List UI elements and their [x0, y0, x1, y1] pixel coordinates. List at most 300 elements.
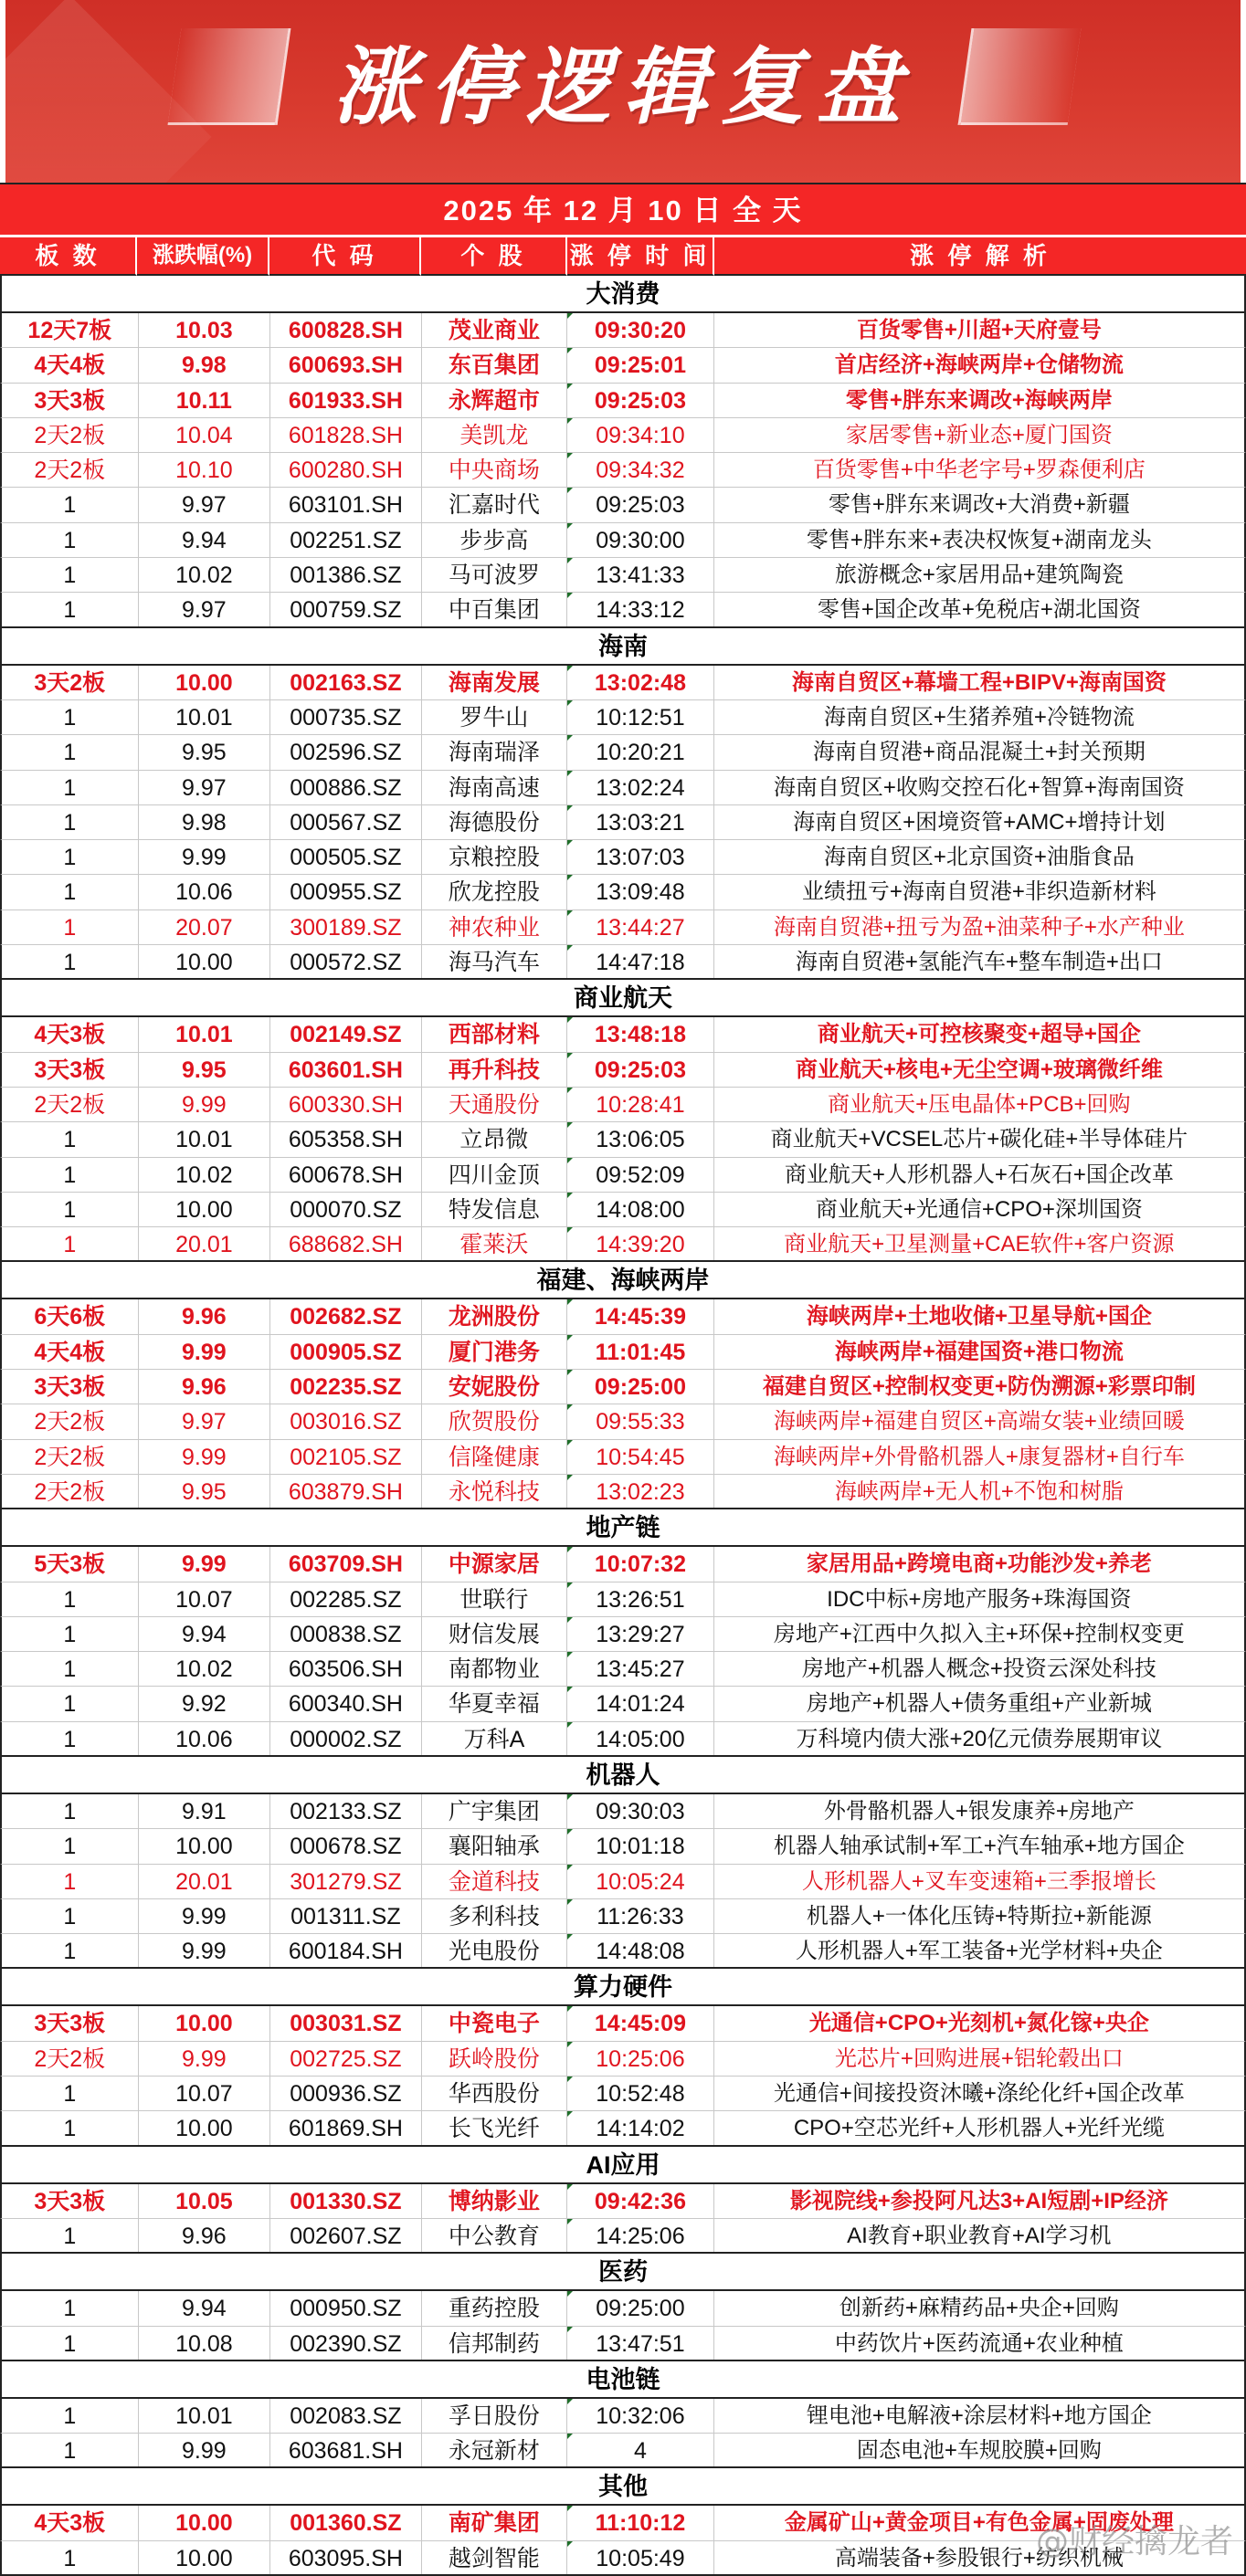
cell-analysis: CPO+空芯光纤+人形机器人+光纤光缆: [793, 2116, 1165, 2141]
cell-stock-name: 世联行: [422, 1582, 568, 1616]
cell-limit-time: 13:02:24: [567, 771, 714, 804]
cell-limit-time: 14:14:02: [567, 2111, 714, 2144]
section-header: 其他: [0, 2468, 1246, 2506]
cell-code: 002133.SZ: [270, 1794, 422, 1828]
table-row: [0, 1158, 1246, 1193]
cell-change-pct: 9.98: [139, 805, 271, 839]
cell-boards: 1: [2, 2291, 139, 2325]
table-row: [0, 453, 1246, 488]
cell-limit-time: 13:26:51: [567, 1582, 714, 1616]
cell-change-pct: 10.01: [139, 1122, 271, 1156]
cell-analysis: 零售+胖东来+表决权恢复+湖南龙头: [806, 527, 1152, 552]
cell-limit-time: 09:30:03: [567, 1794, 714, 1828]
cell-stock-name: 博纳影业: [422, 2184, 568, 2218]
cell-boards: 1: [2, 558, 139, 592]
cell-stock-name: 重药控股: [422, 2291, 568, 2325]
table-row: [0, 1193, 1246, 1227]
cell-boards: 3天3板: [2, 2006, 139, 2040]
cell-change-pct: 10.01: [139, 700, 271, 734]
cell-limit-time: 14:08:00: [567, 1193, 714, 1226]
cell-limit-time: 09:30:20: [567, 313, 714, 347]
cell-boards: 1: [2, 700, 139, 734]
cell-limit-time: 09:25:00: [567, 1370, 714, 1404]
cell-stock-name: 跃岭股份: [422, 2042, 568, 2076]
cell-boards: 2天2板: [2, 1404, 139, 1438]
cell-boards: 1: [2, 1122, 139, 1156]
cell-change-pct: 10.02: [139, 558, 271, 592]
cell-analysis: 海南自贸区+北京国资+油脂食品: [823, 845, 1135, 870]
cell-stock-name: 天通股份: [422, 1088, 568, 1121]
cell-change-pct: 10.00: [139, 1829, 271, 1863]
cell-code: 600340.SH: [270, 1687, 422, 1720]
col-header-change-pct: 涨跌幅(%): [137, 237, 269, 276]
table-row: [0, 666, 1246, 700]
table-row: [0, 700, 1246, 735]
cell-analysis: 家居用品+跨境电商+功能沙发+养老: [806, 1551, 1152, 1577]
cell-limit-time: 14:45:09: [567, 2006, 714, 2040]
cell-limit-time: 10:28:41: [567, 1088, 714, 1121]
cell-change-pct: 9.97: [139, 1404, 271, 1438]
cell-limit-time: 09:30:00: [567, 523, 714, 557]
cell-stock-name: 多利科技: [422, 1899, 568, 1933]
cell-code: 002682.SZ: [270, 1299, 422, 1333]
cell-analysis: 商业航天+VCSEL芯片+碳化硅+半导体硅片: [770, 1127, 1188, 1152]
cell-boards: 2天2板: [2, 1088, 139, 1121]
table-row: [0, 771, 1246, 805]
cell-code: 000002.SZ: [270, 1722, 422, 1755]
cell-stock-name: 罗牛山: [422, 700, 568, 734]
cell-stock-name: 海马汽车: [422, 945, 568, 978]
cell-code: 603506.SH: [270, 1652, 422, 1686]
cell-change-pct: 10.00: [139, 666, 271, 699]
cell-limit-time: 13:09:48: [567, 875, 714, 909]
cell-code: 002285.SZ: [270, 1582, 422, 1616]
table-row: [0, 558, 1246, 593]
cell-limit-time: 14:45:39: [567, 1299, 714, 1333]
table-row: [0, 1582, 1246, 1617]
cell-change-pct: 10.00: [139, 2111, 271, 2144]
cell-analysis: 房地产+机器人+债务重组+产业新城: [806, 1691, 1152, 1717]
cell-stock-name: 龙洲股份: [422, 1299, 568, 1333]
col-header-limit-time: 涨 停 时 间: [567, 237, 714, 276]
cell-analysis: 福建自贸区+控制权变更+防伪溯源+彩票印制: [762, 1374, 1196, 1400]
table-row: [0, 313, 1246, 348]
cell-stock-name: 华西股份: [422, 2077, 568, 2110]
cell-stock-name: 信邦制药: [422, 2327, 568, 2360]
table-row: [0, 418, 1246, 453]
cell-stock-name: 海南发展: [422, 666, 568, 699]
table-row: [0, 1934, 1246, 1969]
cell-stock-name: 南矿集团: [422, 2506, 568, 2539]
cell-stock-name: 厦门港务: [422, 1335, 568, 1369]
cell-code: 600828.SH: [270, 313, 422, 347]
section-header: 福建、海峡两岸: [0, 1262, 1246, 1299]
cell-boards: 1: [2, 2541, 139, 2574]
cell-code: 000678.SZ: [270, 1829, 422, 1863]
cell-stock-name: 欣龙控股: [422, 875, 568, 909]
table-row: [0, 593, 1246, 627]
cell-code: 000759.SZ: [270, 593, 422, 626]
cell-analysis: 中药饮片+医药流通+农业种植: [834, 2330, 1124, 2356]
cell-change-pct: 10.00: [139, 1193, 271, 1226]
cell-boards: 2天2板: [2, 1475, 139, 1508]
cell-limit-time: 09:25:00: [567, 2291, 714, 2325]
cell-boards: 3天3板: [2, 2184, 139, 2218]
cell-code: 000567.SZ: [270, 805, 422, 839]
cell-change-pct: 9.96: [139, 1370, 271, 1404]
table-row: [0, 1475, 1246, 1509]
table-row: [0, 1617, 1246, 1652]
cell-code: 603681.SH: [270, 2434, 422, 2466]
cell-limit-time: 10:32:06: [567, 2399, 714, 2433]
cell-code: 000905.SZ: [270, 1335, 422, 1369]
cell-analysis: 人形机器人+叉车变速箱+三季报增长: [801, 1868, 1156, 1894]
section-header: 商业航天: [0, 980, 1246, 1017]
cell-analysis: 房地产+江西中久拟入主+环保+控制权变更: [773, 1621, 1185, 1646]
table-row: [0, 1899, 1246, 1934]
cell-change-pct: 9.94: [139, 1617, 271, 1651]
cell-change-pct: 10.06: [139, 1722, 271, 1755]
cell-stock-name: 永悦科技: [422, 1475, 568, 1508]
cell-limit-time: 11:10:12: [567, 2506, 714, 2539]
cell-code: 000936.SZ: [270, 2077, 422, 2110]
cell-boards: 1: [2, 593, 139, 626]
cell-code: 002725.SZ: [270, 2042, 422, 2076]
table-row: [0, 910, 1246, 945]
cell-code: 601869.SH: [270, 2111, 422, 2144]
table-row: [0, 1547, 1246, 1582]
table-row: [0, 1687, 1246, 1721]
table-row: [0, 523, 1246, 558]
cell-stock-name: 南都物业: [422, 1652, 568, 1686]
cell-limit-time: 13:44:27: [567, 910, 714, 944]
cell-boards: 1: [2, 805, 139, 839]
cell-code: 000838.SZ: [270, 1617, 422, 1651]
cell-change-pct: 9.96: [139, 1299, 271, 1333]
cell-change-pct: 10.04: [139, 418, 271, 452]
cell-boards: 1: [2, 1829, 139, 1863]
cell-stock-name: 万科A: [422, 1722, 568, 1755]
cell-code: 600184.SH: [270, 1934, 422, 1967]
table-row: [0, 1370, 1246, 1404]
cell-code: 600280.SH: [270, 453, 422, 487]
cell-boards: 1: [2, 2219, 139, 2252]
cell-stock-name: 马可波罗: [422, 558, 568, 592]
cell-change-pct: 10.01: [139, 2399, 271, 2433]
cell-limit-time: 13:47:51: [567, 2327, 714, 2360]
cell-change-pct: 10.06: [139, 875, 271, 909]
cell-limit-time: 09:52:09: [567, 1158, 714, 1192]
cell-change-pct: 9.99: [139, 1547, 271, 1581]
cell-change-pct: 20.07: [139, 910, 271, 944]
cell-stock-name: 东百集团: [422, 348, 568, 382]
cell-change-pct: 10.07: [139, 1582, 271, 1616]
table-row: [0, 1865, 1246, 1899]
cell-change-pct: 9.99: [139, 840, 271, 874]
cell-change-pct: 9.99: [139, 1335, 271, 1369]
cell-stock-name: 海南高速: [422, 771, 568, 804]
cell-limit-time: 09:34:10: [567, 418, 714, 452]
cell-limit-time: 09:34:32: [567, 453, 714, 487]
table-row: [0, 2434, 1246, 2468]
cell-analysis: 海南自贸区+困境资管+AMC+增持计划: [793, 809, 1166, 835]
cell-change-pct: 9.97: [139, 488, 271, 521]
cell-analysis: 金属矿山+黄金项目+有色金属+固废处理: [784, 2510, 1174, 2536]
cell-analysis: IDC中标+房地产服务+珠海国资: [827, 1586, 1132, 1612]
cell-stock-name: 海南瑞泽: [422, 735, 568, 769]
cell-boards: 1: [2, 1934, 139, 1967]
cell-change-pct: 9.99: [139, 2042, 271, 2076]
cell-limit-time: 13:02:48: [567, 666, 714, 699]
cell-stock-name: 光电股份: [422, 1934, 568, 1967]
cell-change-pct: 10.01: [139, 1017, 271, 1051]
table-row: [0, 2219, 1246, 2254]
cell-code: 001330.SZ: [270, 2184, 422, 2218]
cell-boards: 12天7板: [2, 313, 139, 347]
cell-code: 601828.SH: [270, 418, 422, 452]
col-header-stock: 个 股: [421, 237, 567, 276]
cell-analysis: 海峡两岸+福建自贸区+高端女装+业绩回暖: [773, 1409, 1185, 1435]
cell-boards: 3天3板: [2, 1370, 139, 1404]
cell-analysis: 商业航天+卫星测量+CAE软件+客户资源: [784, 1232, 1175, 1257]
cell-analysis: 海峡两岸+无人机+不饱和树脂: [834, 1478, 1124, 1504]
cell-limit-time: 13:03:21: [567, 805, 714, 839]
section-header: 地产链: [0, 1509, 1246, 1547]
cell-limit-time: 11:26:33: [567, 1899, 714, 1933]
cell-change-pct: 10.00: [139, 945, 271, 978]
cell-code: 603879.SH: [270, 1475, 422, 1508]
cell-limit-time: 10:25:06: [567, 2042, 714, 2076]
cell-change-pct: 10.00: [139, 2506, 271, 2539]
cell-analysis: 海峡两岸+土地收储+卫星导航+国企: [806, 1304, 1152, 1330]
cell-analysis: 外骨骼机器人+银发康养+房地产: [823, 1798, 1135, 1824]
cell-stock-name: 中源家居: [422, 1547, 568, 1581]
cell-code: 002607.SZ: [270, 2219, 422, 2252]
cell-code: 002251.SZ: [270, 523, 422, 557]
date-line: 2025 年 12 月 10 日 全 天: [0, 184, 1246, 237]
cell-boards: 1: [2, 2077, 139, 2110]
cell-analysis: 海南自贸港+扭亏为盈+油菜种子+水产种业: [773, 914, 1185, 940]
cell-change-pct: 9.99: [139, 1934, 271, 1967]
cell-boards: 3天3板: [2, 384, 139, 417]
cell-analysis: 零售+胖东来调改+大消费+新疆: [828, 492, 1130, 518]
cell-analysis: 人形机器人+军工装备+光学材料+央企: [795, 1939, 1163, 1964]
cell-limit-time: 13:02:23: [567, 1475, 714, 1508]
cell-analysis: 商业航天+核电+无尘空调+玻璃微纤维: [795, 1057, 1163, 1082]
cell-change-pct: 9.92: [139, 1687, 271, 1720]
cell-code: 600678.SH: [270, 1158, 422, 1192]
cell-boards: 6天6板: [2, 1299, 139, 1333]
cell-boards: 5天3板: [2, 1547, 139, 1581]
cell-change-pct: 10.02: [139, 1652, 271, 1686]
cell-boards: 1: [2, 2111, 139, 2144]
cell-change-pct: 9.97: [139, 593, 271, 626]
cell-stock-name: 华夏幸福: [422, 1687, 568, 1720]
cell-boards: 1: [2, 1582, 139, 1616]
cell-change-pct: 10.08: [139, 2327, 271, 2360]
section-header: 机器人: [0, 1757, 1246, 1794]
cell-change-pct: 9.98: [139, 348, 271, 382]
cell-code: 601933.SH: [270, 384, 422, 417]
section-header: 海南: [0, 628, 1246, 666]
table-row: [0, 1053, 1246, 1088]
cell-analysis: 光通信+CPO+光刻机+氮化镓+央企: [808, 2011, 1149, 2036]
cell-code: 603601.SH: [270, 1053, 422, 1087]
table-row: [0, 1335, 1246, 1370]
cell-analysis: 商业航天+压电晶体+PCB+回购: [828, 1091, 1131, 1117]
cell-analysis: 零售+国企改革+免税店+湖北国资: [817, 597, 1141, 623]
cell-limit-time: 14:33:12: [567, 593, 714, 626]
col-header-boards: 板 数: [0, 237, 137, 276]
cell-change-pct: 9.96: [139, 2219, 271, 2252]
cell-analysis: 海南自贸区+幕墙工程+BIPV+海南国资: [791, 669, 1167, 695]
cell-change-pct: 20.01: [139, 1865, 271, 1898]
cell-boards: 1: [2, 1158, 139, 1192]
page-title: 涨停逻辑复盘: [332, 38, 913, 136]
cell-change-pct: 9.99: [139, 1899, 271, 1933]
table-body: [0, 276, 1246, 2576]
cell-limit-time: 14:47:18: [567, 945, 714, 978]
cell-analysis: 百货零售+川超+天府壹号: [856, 318, 1102, 342]
cell-analysis: 固态电池+车规胶膜+回购: [856, 2438, 1102, 2464]
cell-limit-time: 10:01:18: [567, 1829, 714, 1863]
cell-boards: 2天2板: [2, 453, 139, 487]
cell-code: 003031.SZ: [270, 2006, 422, 2040]
cell-analysis: 海南自贸区+收购交控石化+智算+海南国资: [773, 774, 1185, 800]
cell-stock-name: 再升科技: [422, 1053, 568, 1087]
section-header: 算力硬件: [0, 1969, 1246, 2006]
cell-limit-time: 10:54:45: [567, 1440, 714, 1474]
cell-change-pct: 10.11: [139, 384, 271, 417]
cell-limit-time: 09:42:36: [567, 2184, 714, 2218]
cell-limit-time: 10:07:32: [567, 1547, 714, 1581]
cell-code: 000950.SZ: [270, 2291, 422, 2325]
cell-code: 002149.SZ: [270, 1017, 422, 1051]
cell-limit-time: 10:05:49: [567, 2541, 714, 2574]
cell-analysis: 旅游概念+家居用品+建筑陶瓷: [834, 563, 1124, 588]
table-row: [0, 2006, 1246, 2041]
cell-stock-name: 西部材料: [422, 1017, 568, 1051]
cell-limit-time: 4: [567, 2434, 714, 2466]
cell-stock-name: 永辉超市: [422, 384, 568, 417]
cell-stock-name: 立昂微: [422, 1122, 568, 1156]
cell-boards: 1: [2, 488, 139, 521]
cell-limit-time: 11:01:45: [567, 1335, 714, 1369]
cell-stock-name: 襄阳轴承: [422, 1829, 568, 1863]
cell-analysis: 影视院线+参投阿凡达3+AI短剧+IP经济: [789, 2188, 1168, 2213]
cell-boards: 1: [2, 875, 139, 909]
cell-stock-name: 孚日股份: [422, 2399, 568, 2433]
cell-limit-time: 09:25:03: [567, 488, 714, 521]
cell-limit-time: 13:07:03: [567, 840, 714, 874]
cell-analysis: 锂电池+电解液+涂层材料+地方国企: [806, 2403, 1152, 2428]
cell-analysis: 商业航天+人形机器人+石灰石+国企改革: [784, 1162, 1174, 1187]
cell-code: 000955.SZ: [270, 875, 422, 909]
table-row: [0, 2327, 1246, 2361]
cell-analysis: 零售+胖东来调改+海峡两岸: [845, 387, 1113, 413]
cell-limit-time: 09:25:01: [567, 348, 714, 382]
section-header: AI应用: [0, 2147, 1246, 2184]
cell-stock-name: 长飞光纤: [422, 2111, 568, 2144]
cell-limit-time: 10:05:24: [567, 1865, 714, 1898]
cell-boards: 1: [2, 1193, 139, 1226]
cell-boards: 1: [2, 2327, 139, 2360]
cell-boards: 1: [2, 1899, 139, 1933]
cell-change-pct: 9.91: [139, 1794, 271, 1828]
cell-stock-name: 神农种业: [422, 910, 568, 944]
cell-change-pct: 10.03: [139, 313, 271, 347]
cell-limit-time: 10:20:21: [567, 735, 714, 769]
cell-code: 688682.SH: [270, 1227, 422, 1260]
cell-change-pct: 10.02: [139, 1158, 271, 1192]
cell-code: 000572.SZ: [270, 945, 422, 978]
cell-code: 001360.SZ: [270, 2506, 422, 2539]
table-row: [0, 1404, 1246, 1439]
cell-code: 600693.SH: [270, 348, 422, 382]
cell-code: 605358.SH: [270, 1122, 422, 1156]
cell-boards: 1: [2, 1227, 139, 1260]
cell-change-pct: 9.94: [139, 523, 271, 557]
cell-analysis: 机器人+一体化压铸+特斯拉+新能源: [806, 1903, 1152, 1929]
cell-stock-name: 茂业商业: [422, 313, 568, 347]
cell-limit-time: 14:05:00: [567, 1722, 714, 1755]
cell-code: 001386.SZ: [270, 558, 422, 592]
limit-up-table: [0, 183, 1246, 2576]
cell-analysis: 高端装备+参股银行+纺织机械: [834, 2545, 1124, 2571]
table-row: [0, 1652, 1246, 1687]
cell-code: 300189.SZ: [270, 910, 422, 944]
table-row: [0, 805, 1246, 840]
cell-limit-time: 09:55:33: [567, 1404, 714, 1438]
watermark: @财经擒龙者: [1035, 2523, 1233, 2560]
cell-boards: 2天2板: [2, 2042, 139, 2076]
section-header: 大消费: [0, 276, 1246, 313]
table-row: [0, 1017, 1246, 1052]
cell-stock-name: 越剑智能: [422, 2541, 568, 2574]
cell-change-pct: 10.07: [139, 2077, 271, 2110]
cell-boards: 1: [2, 1617, 139, 1651]
cell-limit-time: 09:25:03: [567, 384, 714, 417]
cell-change-pct: 9.97: [139, 771, 271, 804]
cell-stock-name: 特发信息: [422, 1193, 568, 1226]
cell-limit-time: 14:25:06: [567, 2219, 714, 2252]
cell-change-pct: 9.95: [139, 1053, 271, 1087]
cell-code: 002235.SZ: [270, 1370, 422, 1404]
cell-stock-name: 中瓷电子: [422, 2006, 568, 2040]
cell-change-pct: 9.95: [139, 735, 271, 769]
cell-analysis: 机器人轴承试制+军工+汽车轴承+地方国企: [773, 1834, 1185, 1859]
cell-stock-name: 中央商场: [422, 453, 568, 487]
cell-change-pct: 9.94: [139, 2291, 271, 2325]
cell-analysis: AI教育+职业教育+AI学习机: [847, 2223, 1112, 2248]
cell-change-pct: 10.05: [139, 2184, 271, 2218]
cell-limit-time: 14:01:24: [567, 1687, 714, 1720]
cell-analysis: 商业航天+光通信+CPO+深圳国资: [815, 1196, 1143, 1222]
cell-boards: 1: [2, 523, 139, 557]
cell-stock-name: 金道科技: [422, 1865, 568, 1898]
cell-analysis: 首店经济+海峡两岸+仓储物流: [834, 352, 1124, 378]
table-row: [0, 384, 1246, 418]
cell-analysis: 海南自贸区+生猪养殖+冷链物流: [823, 704, 1135, 730]
table-row: [0, 875, 1246, 909]
cell-boards: 1: [2, 910, 139, 944]
cell-boards: 4天4板: [2, 348, 139, 382]
table-row: [0, 840, 1246, 875]
cell-stock-name: 财信发展: [422, 1617, 568, 1651]
cell-change-pct: 9.95: [139, 1475, 271, 1508]
table-row: [0, 945, 1246, 980]
cell-analysis: 海峡两岸+外骨骼机器人+康复器材+自行车: [773, 1444, 1185, 1469]
